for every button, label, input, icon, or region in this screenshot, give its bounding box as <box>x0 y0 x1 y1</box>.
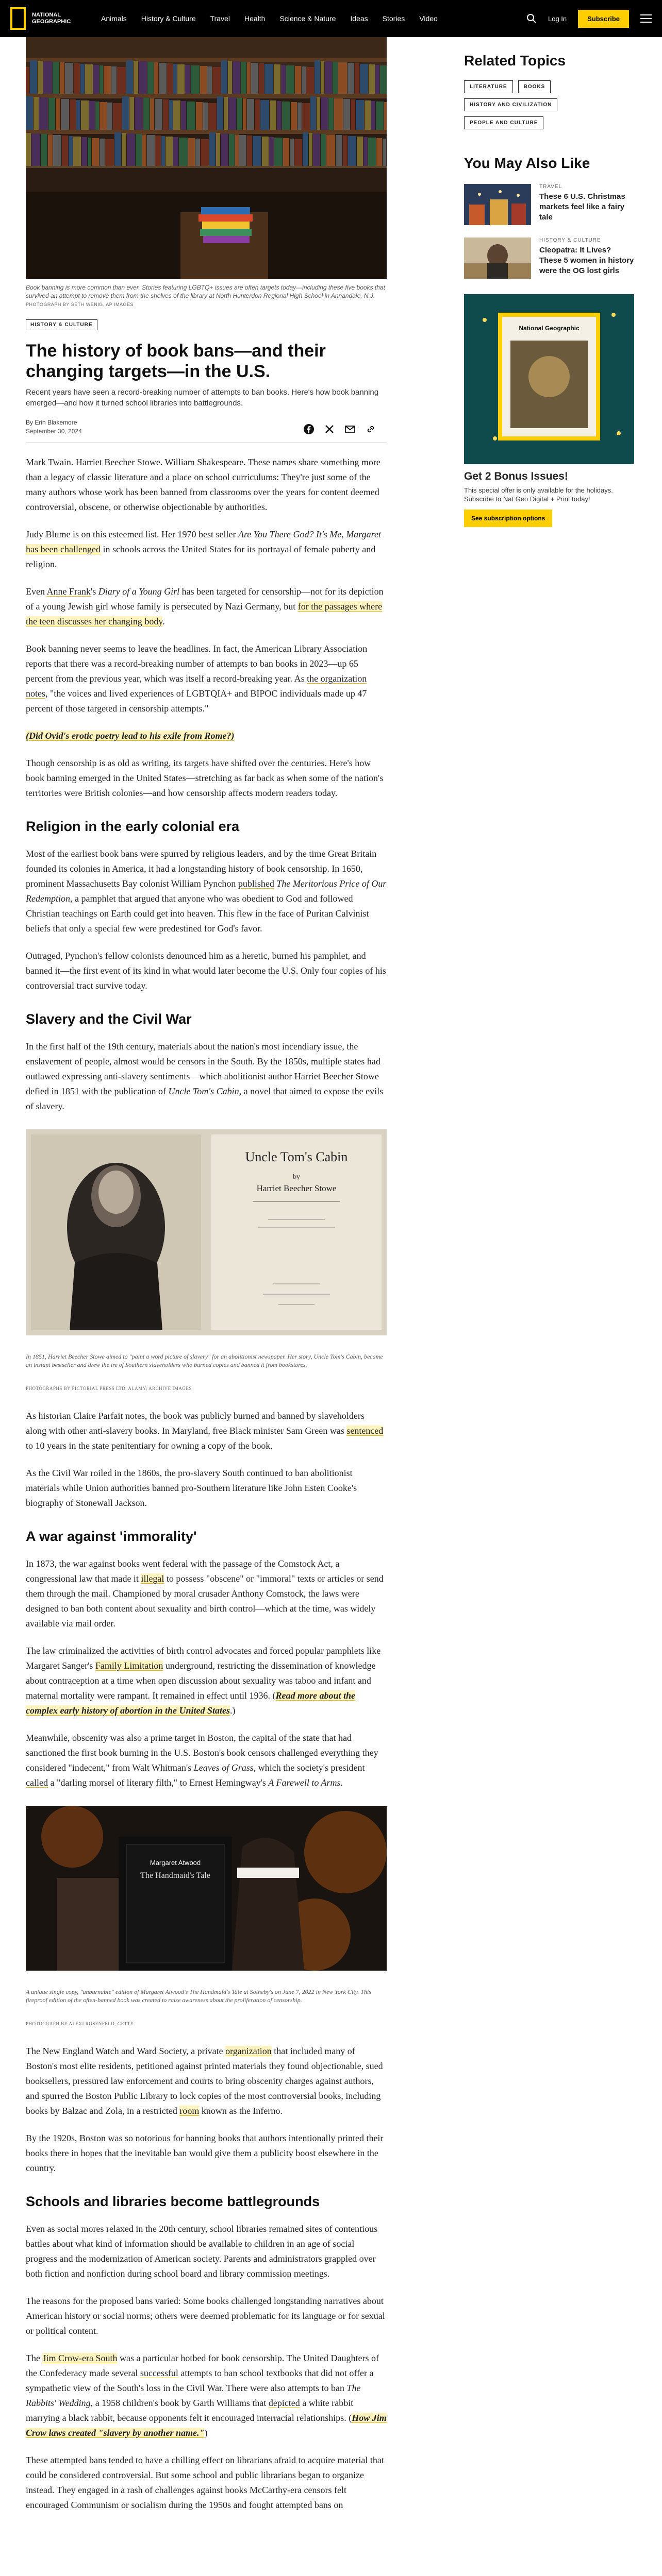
shelf-book <box>235 134 239 166</box>
inline-link[interactable]: Family Limitation <box>95 1660 163 1671</box>
shelf-book <box>277 101 282 130</box>
shelf-book <box>306 67 314 94</box>
shelf-book <box>239 135 246 166</box>
ad-copy: This special offer is only available for the holidays. Subscribe to Nat Geo Digital + Print today! <box>464 486 613 503</box>
shelf-book <box>264 64 273 94</box>
nav-item-health[interactable]: Health <box>244 14 266 23</box>
inline-link[interactable]: published <box>238 878 274 889</box>
shelf-book <box>247 135 252 166</box>
book-title: Uncle Tom's Cabin <box>245 1149 348 1164</box>
shelf-book <box>224 97 228 130</box>
headline: The history of book bans—and their changing targets—in the U.S. <box>26 341 326 381</box>
shelf-book <box>74 63 80 94</box>
shelf-book <box>241 62 246 94</box>
shelf-book <box>65 63 73 94</box>
shelf-book <box>221 60 227 94</box>
shelf-book <box>81 137 87 166</box>
shelf-book <box>155 135 161 166</box>
article-body <box>26 455 387 2513</box>
shelf-book <box>383 139 386 166</box>
shelf-book <box>73 137 81 166</box>
shelf-book <box>229 134 235 166</box>
shelf-book <box>347 63 354 94</box>
paragraph: These attempted bans tended to have a chilling effect on librarians afraid to acquire material that could be considered controversial. But some school and public librarians began to organize instead. They engaged in a rash of challenges against books McCarthy-era censors felt encouraged Communism or socialism during the 1950s and fought attempted bans on <box>26 2455 384 2510</box>
shelf-book <box>111 66 117 94</box>
shelf-book <box>41 134 47 166</box>
figure-uncle-toms-cabin <box>26 1129 387 1396</box>
shelf-book <box>309 133 312 166</box>
shelf-book <box>89 101 95 130</box>
paragraph: The New England Watch and Ward Society, a private organization that included many of Boston's most elite residents, petitioned against printed materials they found objectionable, sued booksellers, pressured law enforcement and courts to bring obscenity charges against authors, and spurred the Boston Public Library to lock copies of the most controversial books, including books by Balzac and Zola, in a restricted room known as the Inferno. <box>26 2046 383 2116</box>
paragraph: Book banning never seems to leave the headlines. In fact, the American Library Association reports that there was a record-breaking number of attempts to ban books in 2023—up 65 percent from the previous year, which was itself a record-breaking year. As the organization notes, "the voices and lived experiences of LGBTQIA+ and BIPOC individuals made up 47 percent of those targeted in censorship attempts." <box>26 643 368 714</box>
shelf-book <box>154 62 158 94</box>
shelf-book <box>173 137 178 166</box>
shelf-book <box>195 139 200 166</box>
shelf-book <box>243 98 246 130</box>
shelf-book <box>336 135 342 166</box>
shelf-book <box>173 100 180 130</box>
inline-link[interactable]: has been challenged <box>26 544 101 554</box>
shelf-book <box>34 97 39 130</box>
shelf-book <box>53 62 59 94</box>
shelf-book <box>321 61 324 94</box>
shelf-book <box>166 137 173 166</box>
shelf-book <box>317 97 320 130</box>
shelf-book <box>357 137 363 166</box>
book-author: Harriet Beecher Stowe <box>256 1183 337 1193</box>
shelf-book <box>122 133 126 166</box>
you-may-also-like <box>464 155 634 279</box>
shelf-book <box>26 67 29 94</box>
topic-pill[interactable]: HISTORY AND CIVILIZATION <box>464 98 557 111</box>
inline-link[interactable]: Jim Crow-era South <box>42 2353 118 2363</box>
nav-item-science[interactable]: Science & Nature <box>279 14 336 23</box>
shelf-book <box>100 102 107 130</box>
hero-image <box>26 37 387 279</box>
hero-photo-credit: PHOTOGRAPH BY SETH WENIG, AP IMAGES <box>26 302 134 307</box>
figure-caption: A unique single copy, "unburnable" edition of Margaret Atwood's The Handmaid's Tale at Sotheby's on June 7, 2022 in New York City. This fireproof edition of the often-banned book was created to raise awareness about the proliferation of censorship. <box>26 1988 371 2004</box>
shelf-book <box>290 139 294 166</box>
shelf-book <box>126 60 133 94</box>
paragraph: In the first half of the 19th century, materials about the nation's most incendiary issue, the enslavement of people, almost would be censors in the South. By the 1850s, multiple states had outlawed expressing anti-slavery sentiments—which abolitionist author Harriet Beecher Stowe defied in 1851 with the publication of Uncle Tom's Cabin, a novel that aimed to expose the evils of slavery. <box>26 1041 384 1111</box>
nav-item-travel[interactable]: Travel <box>210 14 230 23</box>
article-meta <box>26 419 387 443</box>
shelf-book <box>376 101 384 130</box>
shelf-book <box>30 60 37 94</box>
shelf-book <box>38 61 43 94</box>
paragraph: Meanwhile, obscenity was also a prime target in Boston, the capital of the state that had sanctioned the first book burning in the U.S. Boston's book censors challenged everything they considered "indecent," from Walt Whitman's Leaves of Grass, which the society's president called a "darling morsel of literary filth," to Ernest Hemingway's A Farewell to Arms. <box>26 1733 378 1788</box>
shelf-book <box>129 97 134 130</box>
shelf-book <box>114 132 121 166</box>
shelf-book <box>251 63 258 94</box>
shelf-book <box>247 99 254 130</box>
article <box>26 37 387 2513</box>
shelf-book <box>286 65 294 94</box>
recommended-category: HISTORY & CULTURE <box>539 238 601 243</box>
shelf-book <box>207 66 212 94</box>
shelf-book <box>313 133 320 166</box>
figure-credit: PHOTOGRAPH BY ALEXI ROSENFELD, GETTY <box>26 2021 134 2026</box>
shelf-book <box>169 100 173 130</box>
paragraph: As historian Claire Parfait notes, the book was publicly burned and banned by slaveholders along with other anti-slavery books. In Maryland, free Black minister Sam Green was sentenced to 10 years in the state penitentiary for owning a copy of the book. <box>26 1411 384 1451</box>
shelf-book <box>281 65 286 94</box>
shelf-book <box>371 101 375 130</box>
topic-pill[interactable]: PEOPLE AND CULTURE <box>464 116 543 129</box>
shelf-book <box>179 138 188 166</box>
handmaids-tale-image <box>26 1806 387 1975</box>
shelf-book <box>333 62 338 94</box>
recommended-thumbnail[interactable] <box>464 184 531 225</box>
shelf-book <box>177 64 185 94</box>
shelf-book <box>161 136 165 166</box>
shelf-book <box>135 97 143 130</box>
magazine-label: National Geographic <box>519 325 580 332</box>
shelf-book <box>325 61 332 94</box>
shelf-book <box>228 61 232 94</box>
paragraph: As the Civil War roiled in the 1860s, the pro-slavery South continued to ban abolitionist materials while Union authorities banned pro-Southern literature like John Esten Cooke's biography of Stonewall Jackson. <box>26 1468 357 1508</box>
shelf-book <box>143 98 150 130</box>
figure-credit: PHOTOGRAPHS BY PICTORIAL PRESS LTD, ALAMY; ARCHIVE IMAGES <box>26 1386 192 1391</box>
shelf-book <box>297 103 302 130</box>
shelf-book <box>95 101 99 130</box>
shelf-book <box>355 63 359 94</box>
category-pill[interactable]: HISTORY & CULTURE <box>26 319 97 330</box>
brand-line1: NATIONAL <box>32 12 61 18</box>
shelf-book <box>122 96 129 130</box>
book-author: Margaret Atwood <box>150 1859 201 1867</box>
shelf-book <box>321 97 328 130</box>
shelf-book <box>185 65 190 94</box>
link-icon[interactable] <box>365 423 376 435</box>
shelf-book <box>363 137 368 166</box>
recommended-title[interactable]: Cleopatra: It Lives? These 5 women in history were the OG lost girls <box>539 246 634 275</box>
shelf-book <box>76 100 80 130</box>
menu-icon[interactable] <box>640 14 652 23</box>
shelf-book <box>321 134 326 166</box>
main-nav <box>94 14 445 23</box>
shelf-book <box>88 138 91 166</box>
brand-line2: GEOGRAPHIC <box>32 19 71 25</box>
shelf-book <box>259 63 264 94</box>
shelf-book <box>100 65 103 94</box>
shelf-book <box>26 133 31 166</box>
shelf-book <box>62 135 68 166</box>
recommended-title[interactable]: These 6 U.S. Christmas markets feel like a fairy tale <box>539 192 625 222</box>
publish-date: September 30, 2024 <box>26 428 82 435</box>
shelf-book <box>187 101 195 130</box>
inline-link[interactable]: organization <box>225 2046 272 2056</box>
shelf-book <box>315 60 320 94</box>
inline-link[interactable]: Anne Frank <box>46 586 91 597</box>
shelf-book <box>56 98 60 130</box>
shelf-book <box>163 99 169 130</box>
shelf-book <box>196 102 203 130</box>
inline-link[interactable]: illegal <box>141 1573 164 1584</box>
inline-link[interactable]: depicted <box>268 2398 300 2408</box>
shelf-book <box>100 139 105 166</box>
shelf-book <box>274 64 280 94</box>
paragraph: The reasons for the proposed bans varied: Some books challenged longstanding narratives about American history or social norms; others were deemed problematic for its language or for sexual or political content. <box>26 2296 385 2336</box>
paragraph: The Jim Crow-era South was a particular hotbed for book censorship. The United Daughters of the Confederacy made several successful attempts to ban school textbooks that did not offer a sympathetic view of the South's loss in the Civil War. There were also attempts to ban The Rabbits' Wedding, a 1958 children's book by Garth Williams that depicted a white rabbit marrying a black rabbit, because opponents felt it encouraged interracial relationships. (How Jim Crow laws created "slavery by another name.") <box>26 2353 387 2438</box>
sidebar <box>464 37 634 527</box>
shelf-book <box>302 66 306 94</box>
shelf-book <box>191 65 200 94</box>
shelf-book <box>61 99 69 130</box>
paragraph: Mark Twain. Harriet Beecher Stowe. William Shakespeare. These names share something more than a legacy of classic literature and a place on school curriculums: They're just some of the many authors whose work has been banned from classrooms over the years for content deemed controversial, obscene, or otherwise objectionable by authorities. <box>26 457 380 512</box>
library-shelves-image <box>26 37 387 279</box>
shelf-book <box>167 63 173 94</box>
shelf-book <box>208 103 217 130</box>
shelf-book <box>93 65 99 94</box>
shelf-book <box>255 99 260 130</box>
shelf-book <box>269 137 274 166</box>
top-navigation <box>0 0 662 37</box>
shelf-book <box>253 136 261 166</box>
shelf-book <box>291 102 297 130</box>
shelf-book <box>142 134 146 166</box>
hero-caption: Book banning is more common than ever. Stories featuring LGBTQ+ issues are often targets today—including these five books that survived an attempt to remove them from the shelves of the library at North Hunterdon Regional High School in Annandale, N.J. <box>26 284 385 299</box>
shelf-book <box>221 133 228 166</box>
shelf-book <box>39 97 48 130</box>
ad-title: Get 2 Bonus Issues! <box>464 470 568 482</box>
shelf-book <box>107 103 112 130</box>
shelf-book <box>181 101 186 130</box>
shelf-book <box>338 62 347 94</box>
section-heading: Schools and libraries become battlegrounds <box>26 2194 320 2209</box>
inline-link[interactable]: sentenced <box>346 1426 384 1436</box>
recommended-category: TRAVEL <box>539 184 562 190</box>
shelf-book <box>343 135 347 166</box>
related-article-link[interactable]: How Jim Crow laws created "slavery by another name." <box>26 2413 387 2438</box>
related-topics-title: Related Topics <box>464 53 566 69</box>
paragraph: Even as social mores relaxed in the 20th century, school libraries remained sites of contentious battles about what kind of information should be available to children in an age of social progress and the modernization of American society. Parents and administrators grappled over both fiction and nonfiction during school board and library commission meetings. <box>26 2224 378 2279</box>
section-heading: A war against 'immorality' <box>26 1529 197 1544</box>
shelf-book <box>360 64 368 94</box>
shelf-book <box>365 100 371 130</box>
shelf-book <box>134 61 138 94</box>
shelf-book <box>105 139 114 166</box>
subscription-options-button[interactable]: See subscription options <box>464 510 552 527</box>
shelf-book <box>262 137 269 166</box>
shelf-book <box>228 97 236 130</box>
shelf-book <box>159 63 167 94</box>
shelf-book <box>212 67 221 94</box>
shelf-book <box>270 100 276 130</box>
shelf-book <box>48 98 55 130</box>
nav-item-ideas[interactable]: Ideas <box>350 14 368 23</box>
shelf-book <box>31 133 40 166</box>
share-bar <box>303 423 376 435</box>
inline-link[interactable]: successful <box>140 2368 178 2378</box>
shelf-book <box>80 64 85 94</box>
shelf-book <box>326 134 335 166</box>
paragraph: By the 1920s, Boston was so notorious for banning books that authors intentionally printed their books there in hopes that the inevitable ban would give them a publicity boost elsewhere in the country. <box>26 2133 384 2173</box>
inline-link[interactable]: the organization notes <box>26 673 367 699</box>
shelf-book <box>188 138 195 166</box>
topic-pill[interactable]: LITERATURE <box>464 80 513 93</box>
shelf-book <box>147 62 154 94</box>
ad-image[interactable] <box>464 294 634 464</box>
shelf-book <box>334 98 343 130</box>
recommended-article[interactable] <box>464 238 634 279</box>
shelf-book <box>104 66 111 94</box>
subscribe-button[interactable]: Subscribe <box>578 10 629 28</box>
recommended-thumbnail[interactable] <box>464 238 531 279</box>
shelf-book <box>173 64 177 94</box>
shelf-book <box>274 138 283 166</box>
related-article-link[interactable]: (Did Ovid's erotic poetry lead to his exile from Rome?) <box>26 731 235 741</box>
paragraph: Even Anne Frank's Diary of a Young Girl has been targeted for censorship—not for its depiction of a young Jewish girl whose family is persecuted by Nazi Germany, but for the passages where the teen discusses her changing body. <box>26 586 384 626</box>
byline: By Erin Blakemore <box>26 419 77 426</box>
shelf-book <box>70 99 76 130</box>
search-icon[interactable] <box>526 13 537 24</box>
shelf-book <box>368 138 376 166</box>
shelf-book <box>295 66 301 94</box>
email-icon[interactable] <box>344 423 356 435</box>
shelf-book <box>203 103 208 130</box>
shelf-book <box>237 98 242 130</box>
shelf-book <box>294 139 302 166</box>
may-like-title: You May Also Like <box>464 155 590 171</box>
login-link[interactable]: Log In <box>548 14 567 23</box>
related-link-paragraph <box>26 728 387 743</box>
shelf-book <box>351 99 355 130</box>
shelf-book <box>81 100 89 130</box>
book-byline: by <box>293 1173 300 1181</box>
nav-item-video[interactable]: Video <box>419 14 438 23</box>
shelf-book <box>217 96 223 130</box>
shelf-book <box>343 99 350 130</box>
shelf-book <box>53 135 61 166</box>
shelf-book <box>150 98 154 130</box>
shelf-book <box>117 67 126 94</box>
shelf-book <box>247 62 251 94</box>
paragraph: Most of the earliest book bans were spurred by religious leaders, and by the time Great Britain founded its colonies in America, it had a longstanding history of book censorship. In 1650, prominent Massachusetts Bay colonist William Pynchon published The Meritorious Price of Our Redemption, a pamphlet that argued that anyone who was obedient to God and followed Christian teachings on Earth could get into heaven. This flew in the face of Puritan Calvinist beliefs that only a special few were predestined for God's favor. <box>26 849 387 934</box>
shelf-book <box>127 133 135 166</box>
shelf-book <box>69 136 73 166</box>
shelf-book <box>200 66 207 94</box>
shelf-book <box>113 103 122 130</box>
facebook-icon[interactable] <box>303 423 315 435</box>
shelf-book <box>147 135 155 166</box>
brand-name[interactable] <box>32 12 78 25</box>
section-heading: Religion in the early colonial era <box>26 819 240 834</box>
shelf-book <box>60 62 64 94</box>
figure-handmaids-tale <box>26 1806 387 2031</box>
shelf-book <box>369 64 375 94</box>
nav-right <box>526 10 652 28</box>
nav-item-animals[interactable]: Animals <box>101 14 127 23</box>
shelf-book <box>376 138 382 166</box>
shelf-book <box>233 61 240 94</box>
book-title: The Handmaid's Tale <box>140 1871 210 1880</box>
shelf-book <box>201 139 209 166</box>
topic-pill[interactable]: BOOKS <box>518 80 551 93</box>
shelf-book <box>302 103 310 130</box>
inline-link[interactable]: called <box>26 1777 48 1788</box>
shelf-book <box>380 65 387 94</box>
figure-caption: In 1851, Harriet Beecher Stowe aimed to "paint a word picture of slavery" for an abolitionist newspaper. Her story, Uncle Tom's Cabin, became an instant bestseller and drew the ire of Southern slaveholders who burned copies and banned it from bookstores. <box>26 1353 383 1368</box>
shelf-book <box>136 134 142 166</box>
related-article-link[interactable]: Read more about the complex early history of abortion in the United States <box>26 1690 356 1716</box>
uncle-toms-cabin-image <box>26 1129 387 1340</box>
inline-link[interactable]: for the passages where the teen discusses her changing body <box>26 601 383 626</box>
shelf-book <box>216 133 220 166</box>
shelf-book <box>348 136 356 166</box>
shelf-book <box>139 61 147 94</box>
paragraph: The law criminalized the activities of birth control advocates and forced popular pamphlets like Margaret Sanger's Family Limitation underground, restricting the dissemination of knowledge about contraception at a time when open discussion about sexuality was taboo and infant and maternal mortality were rampant. It remained in effect until 1936. (Read more about the complex early history of abortion in the United States.) <box>26 1646 381 1716</box>
shelf-book <box>356 100 364 130</box>
inline-link[interactable]: room <box>179 2106 200 2116</box>
shelf-book <box>209 132 216 166</box>
paragraph: Outraged, Pynchon's fellow colonists denounced him as a heretic, burned his pamphlet, and banned it—the first event of its kind in what would later become the U.S. Only four copies of his controversial tract survive today. <box>26 951 386 991</box>
shelf-book <box>328 98 334 130</box>
shelf-book <box>26 96 33 130</box>
paragraph: In 1873, the war against books went federal with the passage of the Comstock Act, a congressional law that made it illegal to possess "obscene" or "immoral" texts or articles or send them through the mail. Championed by moral crusader Anthony Comstock, the laws were designed to ban both content about sexuality and birth control—which at the time, was widely available via mail order. <box>26 1558 384 1629</box>
shelf-book <box>48 134 53 166</box>
shelf-book <box>43 61 52 94</box>
x-twitter-icon[interactable] <box>324 423 335 435</box>
national-geographic-logo-icon[interactable] <box>10 7 26 30</box>
shelf-book <box>303 132 308 166</box>
shelf-book <box>85 64 93 94</box>
shelf-book <box>92 138 99 166</box>
nav-item-stories[interactable]: Stories <box>382 14 405 23</box>
paragraph: Judy Blume is on this esteemed list. Her 1970 best seller Are You There God? It's Me, Margaret has been challenged in schools across the United States for its portrayal of female puberty and religion. <box>26 529 381 569</box>
dek: Recent years have seen a record-breaking number of attempts to ban books. Here's how book banning emerged—and how it turned school libraries into battlegrounds. <box>26 388 379 408</box>
shelf-book <box>155 99 162 130</box>
shelf-book <box>260 100 269 130</box>
shelf-book <box>283 138 289 166</box>
shelf-book <box>384 102 387 130</box>
subscription-ad <box>464 294 634 527</box>
recommended-article[interactable] <box>464 184 634 225</box>
shelf-book <box>375 65 379 94</box>
paragraph: Though censorship is as old as writing, its targets have shifted over the centuries. Here's how book banning emerged in the United States—stretching as far back as when some of the nation's territories were British colonies—and how censorship affects modern readers today. <box>26 758 384 798</box>
shelf-book <box>310 96 316 130</box>
nav-item-history[interactable]: History & Culture <box>141 14 196 23</box>
section-heading: Slavery and the Civil War <box>26 1011 192 1027</box>
shelf-book <box>282 101 290 130</box>
topic-list <box>464 80 634 129</box>
